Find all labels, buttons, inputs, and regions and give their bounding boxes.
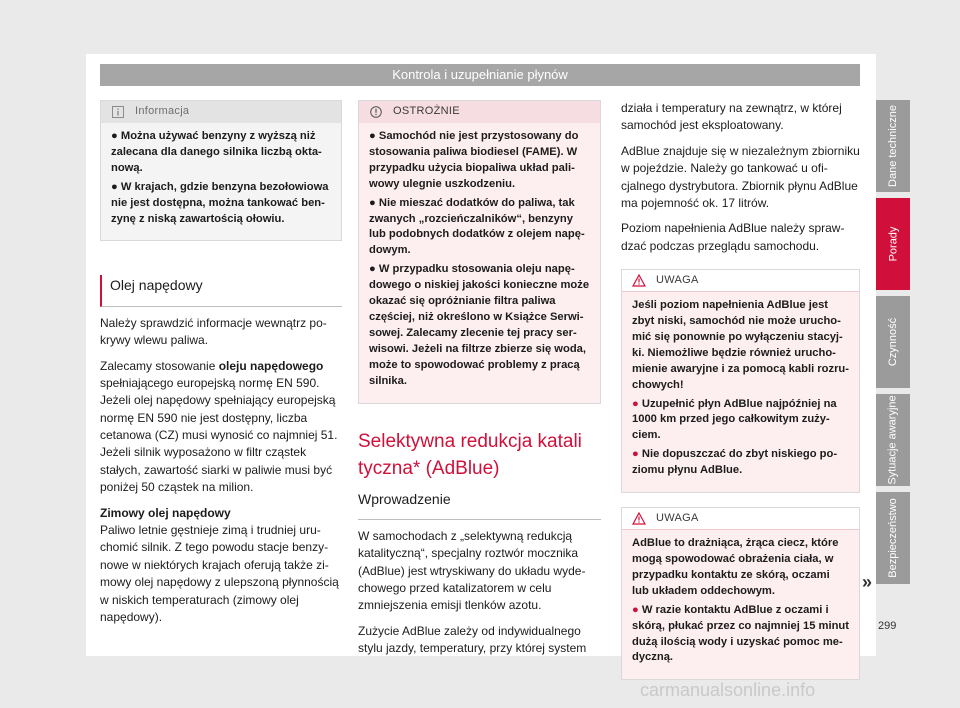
winter-diesel-title: Zimowy olej napędowy <box>100 505 231 520</box>
warning-box-2-body <box>622 530 859 679</box>
info-box-header <box>101 101 341 123</box>
warning-triangle-icon <box>632 274 646 288</box>
info-item: ● Można używać benzyny z wyższą niż zalecana dla danego silnika liczbą oktanową. <box>111 130 322 174</box>
info-box-body <box>101 123 341 240</box>
subsection-title-introduction: Wprowadzenie <box>358 489 601 520</box>
caution-item: ● W przypadku stosowania oleju napędowego o niskiej jakości konieczne może okazać się opróżnianie filtra paliwa częściej, niż określono w Książce Serwisowej. Zalecamy zlecenie tej pracy serwisowi. Jeżeli na filtrze zbierze się woda, może to spowodować problemy z pracą silnika. <box>369 263 590 387</box>
section-title-diesel: Olej napędowy <box>100 275 342 306</box>
adblue-paragraph-5: Poziom napełnienia AdBlue należy sprawdzać podczas przeglądu samochodu. <box>621 221 845 253</box>
info-item: ● W krajach, gdzie benzyna bezołowiowa nie jest dostępna, można tankować benzynę z niską zawartością ołowiu. <box>111 180 329 225</box>
warning-1-item: ● Nie dopuszczać do zbyt niskiego poziomu płynu AdBlue. <box>632 448 838 477</box>
warning-box-2 <box>621 507 860 680</box>
warning-box-1 <box>621 269 860 493</box>
warning-box-2-header <box>622 508 859 530</box>
caution-item: ● Samochód nie jest przystosowany do stosowania paliwa biodiesel (FAME). W przypadku użycia biopaliwa układ paliwowy ulegnie uszkodzeniu. <box>369 130 579 190</box>
caution-box-label: OSTROŻNIE <box>393 105 460 118</box>
warning-2-lead: AdBlue to drażniąca, żrąca ciecz, które mogą spowodować obrażenia ciała, w przypadku kontaktu ze skórą, oczami lub układem oddechowym. <box>632 537 839 597</box>
adblue-paragraph-3: działa i temperatury na zewnątrz, w której samochód jest eksploatowany. <box>621 101 842 133</box>
caution-box <box>358 100 601 404</box>
warning-box-1-label: UWAGA <box>656 273 699 286</box>
section-title-adblue: Selektywna redukcja katali tyczna* (AdBlue) <box>358 430 582 480</box>
caution-item: ● Nie mieszać dodatków do paliwa, tak zwanych „rozcieńczalników“, benzyny lub podobnych dodatków z olejem napędowym. <box>369 196 585 257</box>
warning-1-item: ● Uzupełnić płyn AdBlue najpóźniej na 1000 km przed jego całkowitym zużyciem. <box>632 397 837 442</box>
tab-bezpieczenstwo[interactable]: Bezpieczeństwo <box>876 492 910 584</box>
info-box-label: Informacja <box>135 105 190 118</box>
warning-box-1-header <box>622 270 859 292</box>
continue-arrow-icon: » <box>862 572 873 592</box>
caution-box-body <box>359 123 600 403</box>
caution-box-header <box>359 101 600 123</box>
warning-1-lead: Jeśli poziom napełnienia AdBlue jest zbyt niski, samochód nie może uruchomić się ponownie po wyłączeniu stacyjki. Niemożliwe będzie również uruchomienie awaryjne i za pomocą kabli rozruchowych! <box>632 299 849 391</box>
tab-porady[interactable]: Porady <box>876 198 910 290</box>
tab-czynnosc[interactable]: Czynność <box>876 296 910 388</box>
warning-box-1-body <box>622 292 859 492</box>
tab-dane-techniczne[interactable]: Dane techniczne <box>876 100 910 192</box>
column-2 <box>358 100 601 658</box>
watermark: carmanualsonline.info <box>640 680 816 700</box>
tab-sytuacje-awaryjne[interactable]: Sytuacje awaryjne <box>876 394 910 486</box>
adblue-paragraph-2: Zużycie AdBlue zależy od indywidualnego stylu jazdy, temperatury, przy której system <box>358 623 587 656</box>
adblue-paragraph-4: AdBlue znajduje się w niezależnym zbiorniku w pojeździe. Należy go tankować u oficjalnego dystrybutora. Zbiornik płynu AdBlue ma pojemność ok. 17 litrów. <box>621 143 860 210</box>
warning-triangle-icon <box>632 512 646 526</box>
info-icon <box>111 105 125 119</box>
diesel-paragraph-2: Zalecamy stosowanie oleju napędowego spełniającego europejską normę EN 590. Jeżeli olej napędowy spełniający europejską normę EN 590 nie jest dostępny, liczba cetanowa (CZ) musi wynosić co najmniej 51. Jeżeli silnik wyposażono w filtr cząstek stałych, zawartość siarki w paliwie musi być poniżej 50 cząstek na milion. <box>100 358 338 495</box>
caution-circle-icon <box>369 105 383 119</box>
adblue-paragraph-1: W samochodach z „selektywną redukcją katalityczną“, specjalny roztwór mocznika (AdBlue) jest wtryskiwany do układu wydechowego przed katalizatorem w celu zmniejszenia emisji tlenków azotu. <box>358 528 586 613</box>
diesel-paragraph-1: Należy sprawdzić informacje wewnątrz pokrywy wlewu paliwa. <box>100 315 327 348</box>
page-header: Kontrola i uzupełnianie płynów <box>100 64 860 86</box>
warning-box-2-label: UWAGA <box>656 511 699 524</box>
warning-2-item: ● W razie kontaktu AdBlue z oczami i skórą, płukać przez co najmniej 15 minut dużą ilością wody i uzyskać pomoc medyczną. <box>632 603 849 664</box>
column-1 <box>100 100 342 626</box>
column-3 <box>621 100 860 680</box>
winter-diesel-text: Paliwo letnie gęstnieje zimą i trudniej uruchomić silnik. Z tego powodu stacje benzynowe w niektórych krajach oferują także zimowy olej napędowy z ulepszoną płynnością w niskich temperaturach (zimowy olej napędowy). <box>100 523 339 624</box>
info-box <box>100 100 342 241</box>
page-number: 299 <box>878 620 897 632</box>
